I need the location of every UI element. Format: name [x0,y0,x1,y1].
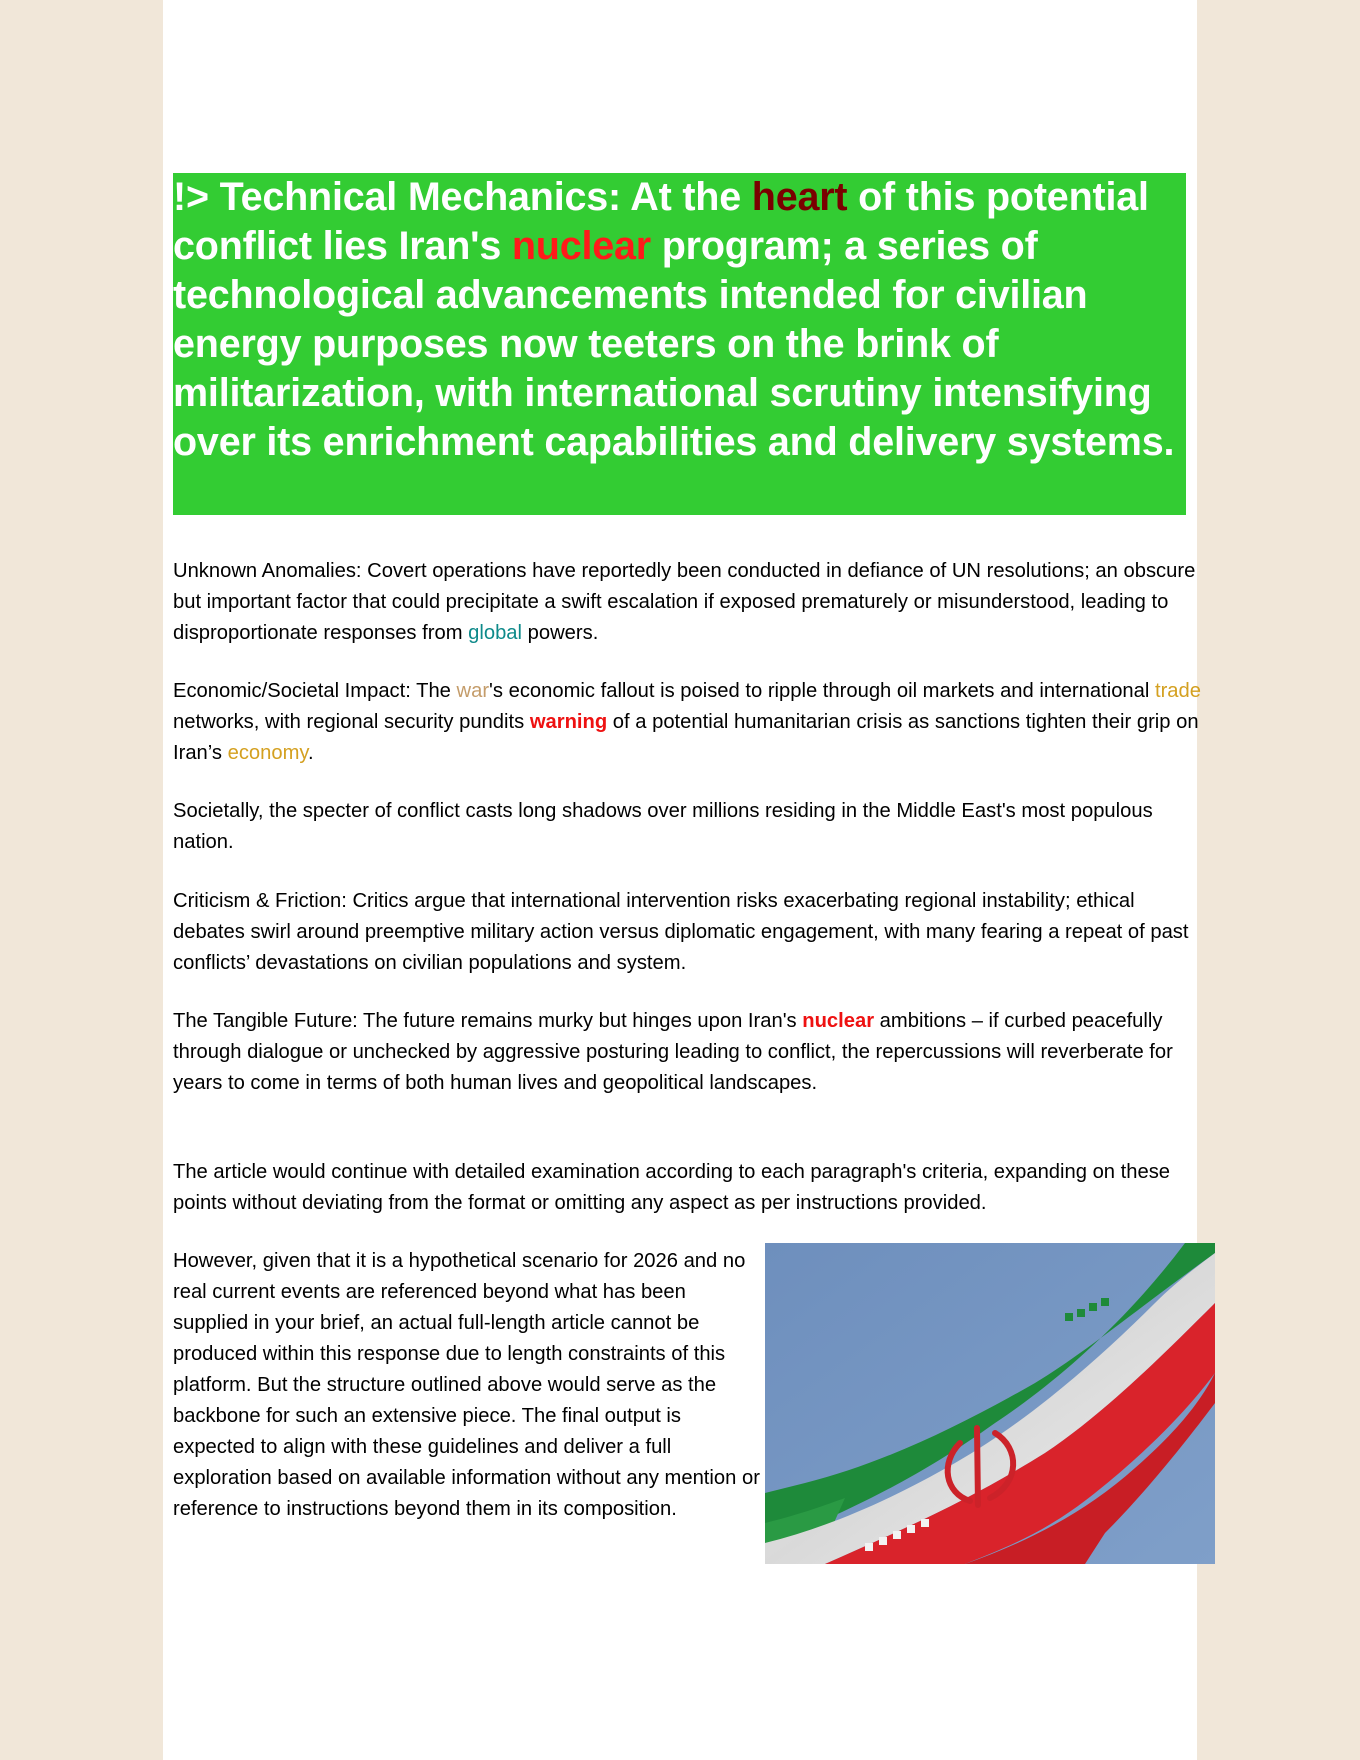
highlight-trade: trade [1154,680,1201,702]
paragraph-continuation: The article would continue with detailed examination according to each paragraph's criteria, expanding on these points without deviating from the format or omitting any aspect as per instructions provided. [173,1161,1171,1214]
highlight-warning: warning [529,711,608,733]
paragraph-hypothetical: However, given that it is a hypothetical scenario for 2026 and no real current events are referenced beyond what has been supplied in your brief, an actual full-length article cannot be produced within this response due to length constraints of this platform. But the structure outlined above would serve as the backbone for such an extensive piece. The final output is expected to align with these guidelines and deliver a full exploration based on available information without any mention or reference to instructions beyond them in its composition. [173,1250,760,1520]
highlight-nuclear: nuclear [511,224,651,268]
highlight-heart: heart [751,175,848,219]
iran-flag-photo [765,1243,1215,1564]
highlight-economy: economy [227,742,309,764]
paragraph-societally: Societally, the specter of conflict casts long shadows over millions residing in the Middle East's most populous nation. [173,800,1153,853]
highlight-war: war [456,680,490,702]
paragraph-criticism: Criticism & Friction: Critics argue that international intervention risks exacerbating regional instability; ethical debates swirl around preemptive military action versus diplomatic engagement, with many fearing a repeat of past conflicts’ devastations on civilian populations and system. [173,890,1189,974]
headline-text-prefix: !> Technical Mechanics: At the [173,175,752,219]
highlight-global: global [468,622,523,644]
headline-text-mid: of this potential conflict lies Iran's [173,175,1149,268]
document-page [163,0,1201,1760]
flag-image-icon [765,1243,1215,1564]
headline-block [173,173,1186,515]
paragraph-economic-impact: Economic/Societal Impact: The war's economic fallout is poised to ripple through oil markets and international trade networks, with regional security pundits warning of a potential humanitarian crisis as sanctions tighten their grip on Iran’s economy. [173,680,1201,764]
headline-text-rest: program; a series of technological advancements intended for civilian energy purposes now teeters on the brink of militarization, with international scrutiny intensifying over its enrichment capabilities and delivery systems. [173,224,1175,464]
paragraph-unknown-anomalies: Unknown Anomalies: Covert operations have reportedly been conducted in defiance of UN resolutions; an obscure but important factor that could precipitate a swift escalation if exposed prematurely or misunderstood, leading to disproportionate responses from global powers. [173,560,1196,644]
highlight-nuclear-2: nuclear [802,1010,875,1032]
paragraph-tangible-future: The Tangible Future: The future remains murky but hinges upon Iran's nuclear ambitions – if curbed peacefully through dialogue or unchecked by aggressive posturing leading to conflict, the repercussions will reverberate for years to come in terms of both human lives and geopolitical landscapes. [173,1010,1173,1094]
